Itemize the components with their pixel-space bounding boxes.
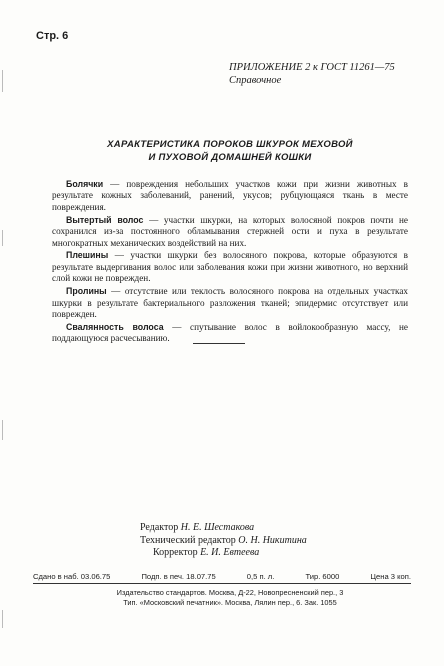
- sent-date: Сдано в наб. 03.06.75: [33, 572, 111, 581]
- title-line-1: ХАРАКТЕРИСТИКА ПОРОКОВ ШКУРОК МЕХОВОЙ: [107, 139, 353, 150]
- tech-editor-label: Технический редактор: [140, 534, 236, 546]
- definition-item: [52, 322, 408, 345]
- scan-edge-mark: [2, 420, 3, 440]
- scan-edge-mark: [2, 610, 3, 628]
- definition-item: [52, 286, 408, 320]
- definition-text: — повреждения небольших участков кожи при жизни животных в результате кожных заболеваний, ранений, укусов; рубцующаяся ткань в месте повреждения.: [52, 179, 408, 212]
- tech-editor-line: [140, 535, 380, 548]
- appendix-type: Справочное: [229, 75, 282, 86]
- scan-edge-mark: [2, 70, 3, 92]
- editor-label: Редактор: [140, 522, 179, 533]
- circulation: Тир. 6000: [305, 572, 340, 581]
- price: Цена 3 коп.: [370, 572, 411, 581]
- title-line-2: И ПУХОВОЙ ДОМАШНЕЙ КОШКИ: [148, 152, 312, 163]
- page-number: Стр. 6: [36, 30, 69, 42]
- definition-text: — отсутствие или теклость волосяного покрова на отдельных участках шкурки в результате бактериального разложения тканей; эпидермис отсутствует или поврежден.: [52, 286, 408, 319]
- definition-item: [52, 179, 408, 213]
- definition-term: Вытертый волос: [66, 214, 144, 225]
- tech-editor-name: О. Н. Никитина: [238, 534, 307, 546]
- publisher-line: Издательство стандартов. Москва, Д-22, Новопресненский пер., 3: [116, 588, 344, 597]
- proofreader-name: Е. И. Евтеева: [200, 547, 260, 558]
- definition-text: — спутывание волос в войлокообразную массу, не поддающуюся расчесыванию.: [52, 321, 408, 344]
- publication-info: [33, 572, 411, 584]
- definitions-list: [52, 179, 408, 346]
- definition-text: — участки шкурки без волосяного покрова, которые образуются в результате выдергивания волос или заболевания кожи при жизни животного, но верхний слой кожи не поврежден.: [52, 250, 408, 284]
- definition-term: Свалянность волоса: [66, 321, 164, 332]
- definition-item: [52, 215, 408, 249]
- proofreader-line: [140, 547, 380, 560]
- printer-line: Тип. «Московский печатник». Москва, Лялин пер., 6. Зак. 1055: [123, 597, 337, 607]
- section-divider: [193, 343, 245, 344]
- definition-item: [52, 250, 408, 284]
- appendix-header: [229, 61, 429, 87]
- definition-term: Болячки: [66, 179, 104, 189]
- editor-name: Н. Е. Шестакова: [180, 522, 255, 533]
- definition-term: Пролины: [66, 286, 107, 297]
- definition-text: — участки шкурки, на которых волосяной покров почти не сохранился из-за постоянного обламывания стержней ости и пуха в результате многократных механических воздействий на них.: [52, 214, 408, 248]
- signed-date: Подп. в печ. 18.07.75: [141, 572, 216, 581]
- document-title: [60, 138, 400, 164]
- appendix-line: ПРИЛОЖЕНИЕ 2 к ГОСТ 11261—75: [229, 62, 395, 73]
- editor-line: [140, 522, 380, 535]
- credits-block: [140, 522, 380, 560]
- scan-edge-mark: [2, 230, 3, 246]
- publication-row: [33, 572, 411, 584]
- proofreader-label: Корректор: [153, 547, 198, 558]
- print-sheets: 0,5 п. л.: [246, 572, 275, 581]
- imprint: [60, 588, 400, 607]
- definition-term: Плешины: [66, 250, 109, 261]
